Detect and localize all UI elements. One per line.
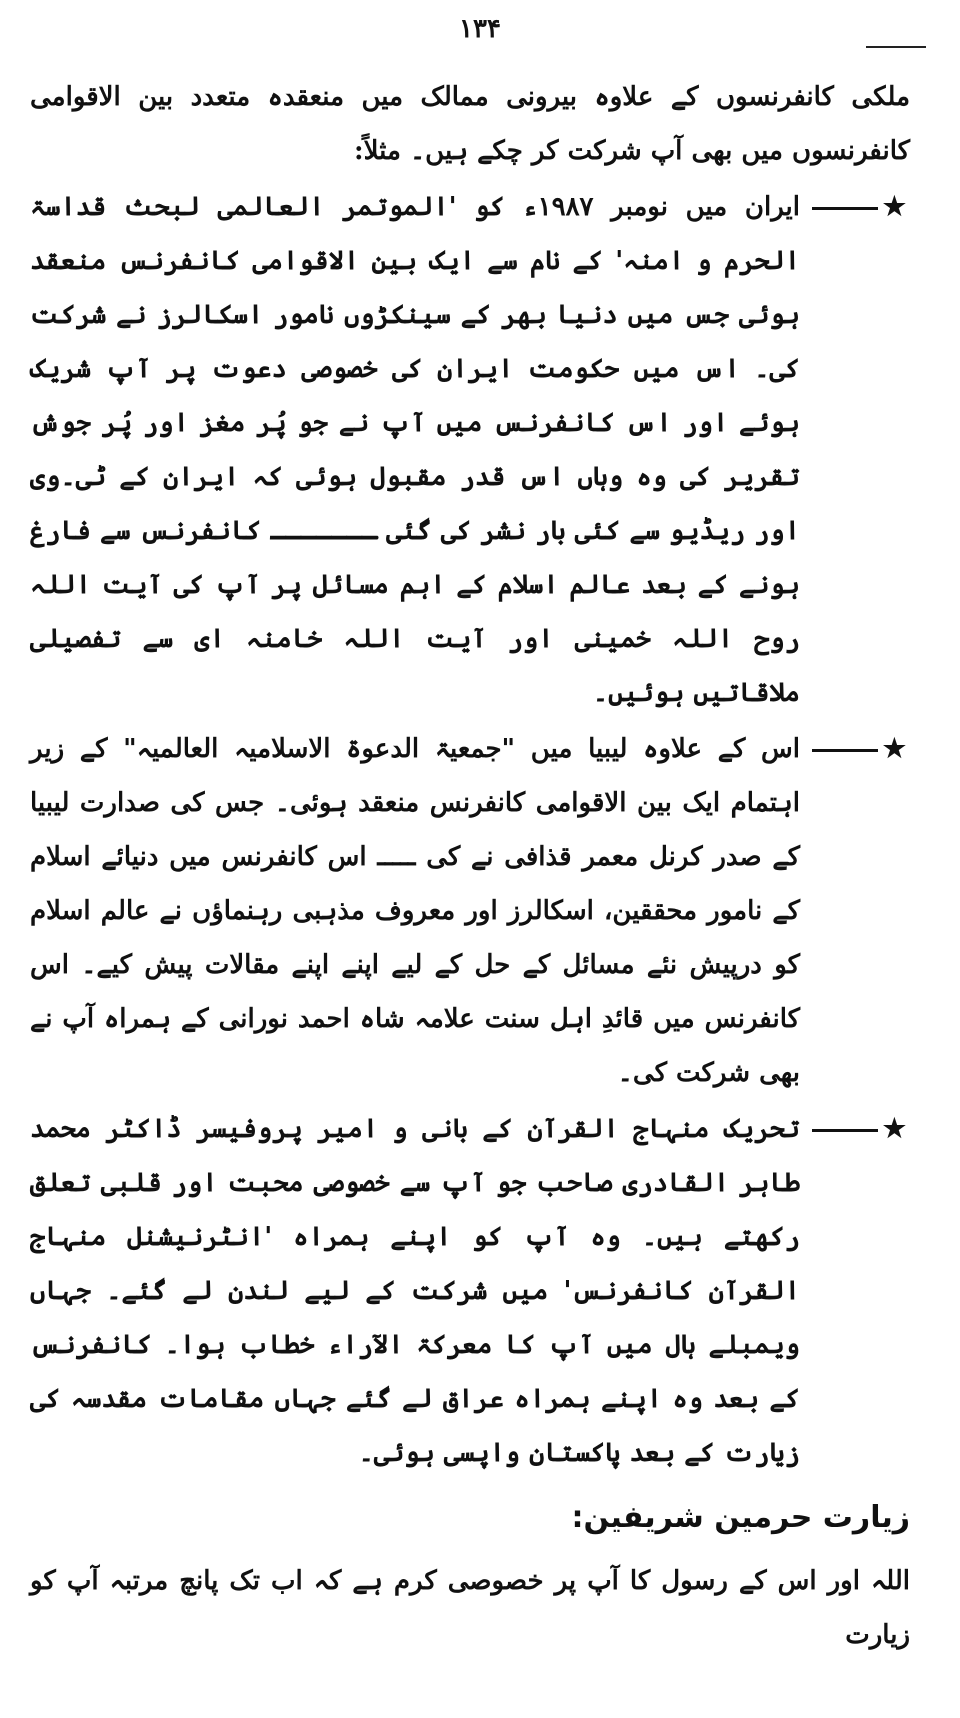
star-icon: ★ [882, 192, 906, 222]
bullet-marker [806, 722, 910, 776]
page-number: ۱۳۴ [459, 14, 501, 44]
bullet-marker [806, 1102, 910, 1156]
section-heading: زیارت حرمین شریفین: [571, 1500, 910, 1535]
star-icon: ★ [882, 1114, 906, 1144]
bullet-marker [806, 180, 910, 234]
bullet-item-minhaj [30, 1102, 910, 1480]
intro-paragraph: ملکی کانفرنسوں کے علاوہ بیرونی ممالک میں منعقدہ متعدد بین الاقوامی کانفرنسوں میں بھی آپ شرکت کر چکے ہیں۔ مثلاً: [30, 82, 910, 166]
page-body [30, 70, 910, 1662]
dash-line [812, 207, 878, 210]
bullet-text: تحریک منہاج القرآن کے بانی و امیر پروفیسر ڈاکٹر محمد طاہر القادری صاحب جو آپ سے خصوصی محبت اور قلبی تعلق رکھتے ہیں۔ وہ آپ کو اپنے ہمراہ 'انٹرنیشنل منہاج القرآن کانفرنس' میں شرکت کے لیے لندن لے گئے۔ جہاں ویمبلے ہال میں آپ کا معرکۃ الآراء خطاب ہوا۔ کانفرنس کے بعد وہ اپنے ہمراہ عراق لے گئے جہاں مقامات مقدسہ کی زیارت کے بعد پاکستان واپسی ہوئی۔ [30, 1114, 800, 1468]
section-paragraph: اللہ اور اس کے رسول کا آپ پر خصوصی کرم ہے کہ اب تک پانچ مرتبہ آپ کو زیارت [30, 1566, 910, 1650]
dash-line [812, 749, 878, 752]
bullet-text: ایران میں نومبر ۱۹۸۷ء کو 'الموتمر العالمی لبحث قداسۃ الحرم و امنہ' کے نام سے ایک بین الاقوامی کانفرنس منعقد ہوئی جس میں دنیا بھر کے سینکڑوں نامور اسکالرز نے شرکت کی۔ اس میں حکومت ایران کی خصوصی دعوت پر آپ شریک ہوئے اور اس کانفرنس میں آپ نے جو پُر مغز اور پُر جوش تقریر کی وہ وہاں اس قدر مقبول ہوئی کہ ایران کے ٹی۔وی اور ریڈیو سے کئی بار نشر کی گئی ـــــــ کانفرنس سے فارغ ہونے کے بعد عالم اسلام کے اہم مسائل پر آپ کی آیت اللہ روح اللہ خمینی اور آیت اللہ خامنہ ای سے تفصیلی ملاقاتیں ہوئیں۔ [30, 192, 801, 708]
header-rule [866, 46, 926, 48]
bullet-item-libya [30, 722, 910, 1100]
dash-line [812, 1129, 878, 1132]
bullet-text: اس کے علاوہ لیبیا میں "جمعیۃ الدعوۃ الاسلامیہ العالمیہ" کے زیر اہتمام ایک بین الاقوامی کانفرنس منعقد ہوئی۔ جس کی صدارت لیبیا کے صدر کرنل معمر قذافی نے کی ـــــ اس کانفرنس میں دنیائے اسلام کے نامور محققین، اسکالرز اور معروف مذہبی رہنماؤں نے عالم اسلام کو درپیش نئے مسائل کے حل کے لیے اپنے اپنے مقالات پیش کیے۔ اس کانفرنس میں قائدِ اہل سنت علامہ شاہ احمد نورانی کے ہمراہ آپ نے بھی شرکت کی۔ [30, 734, 801, 1088]
star-icon: ★ [882, 734, 906, 764]
bullet-item-iran [30, 180, 910, 720]
